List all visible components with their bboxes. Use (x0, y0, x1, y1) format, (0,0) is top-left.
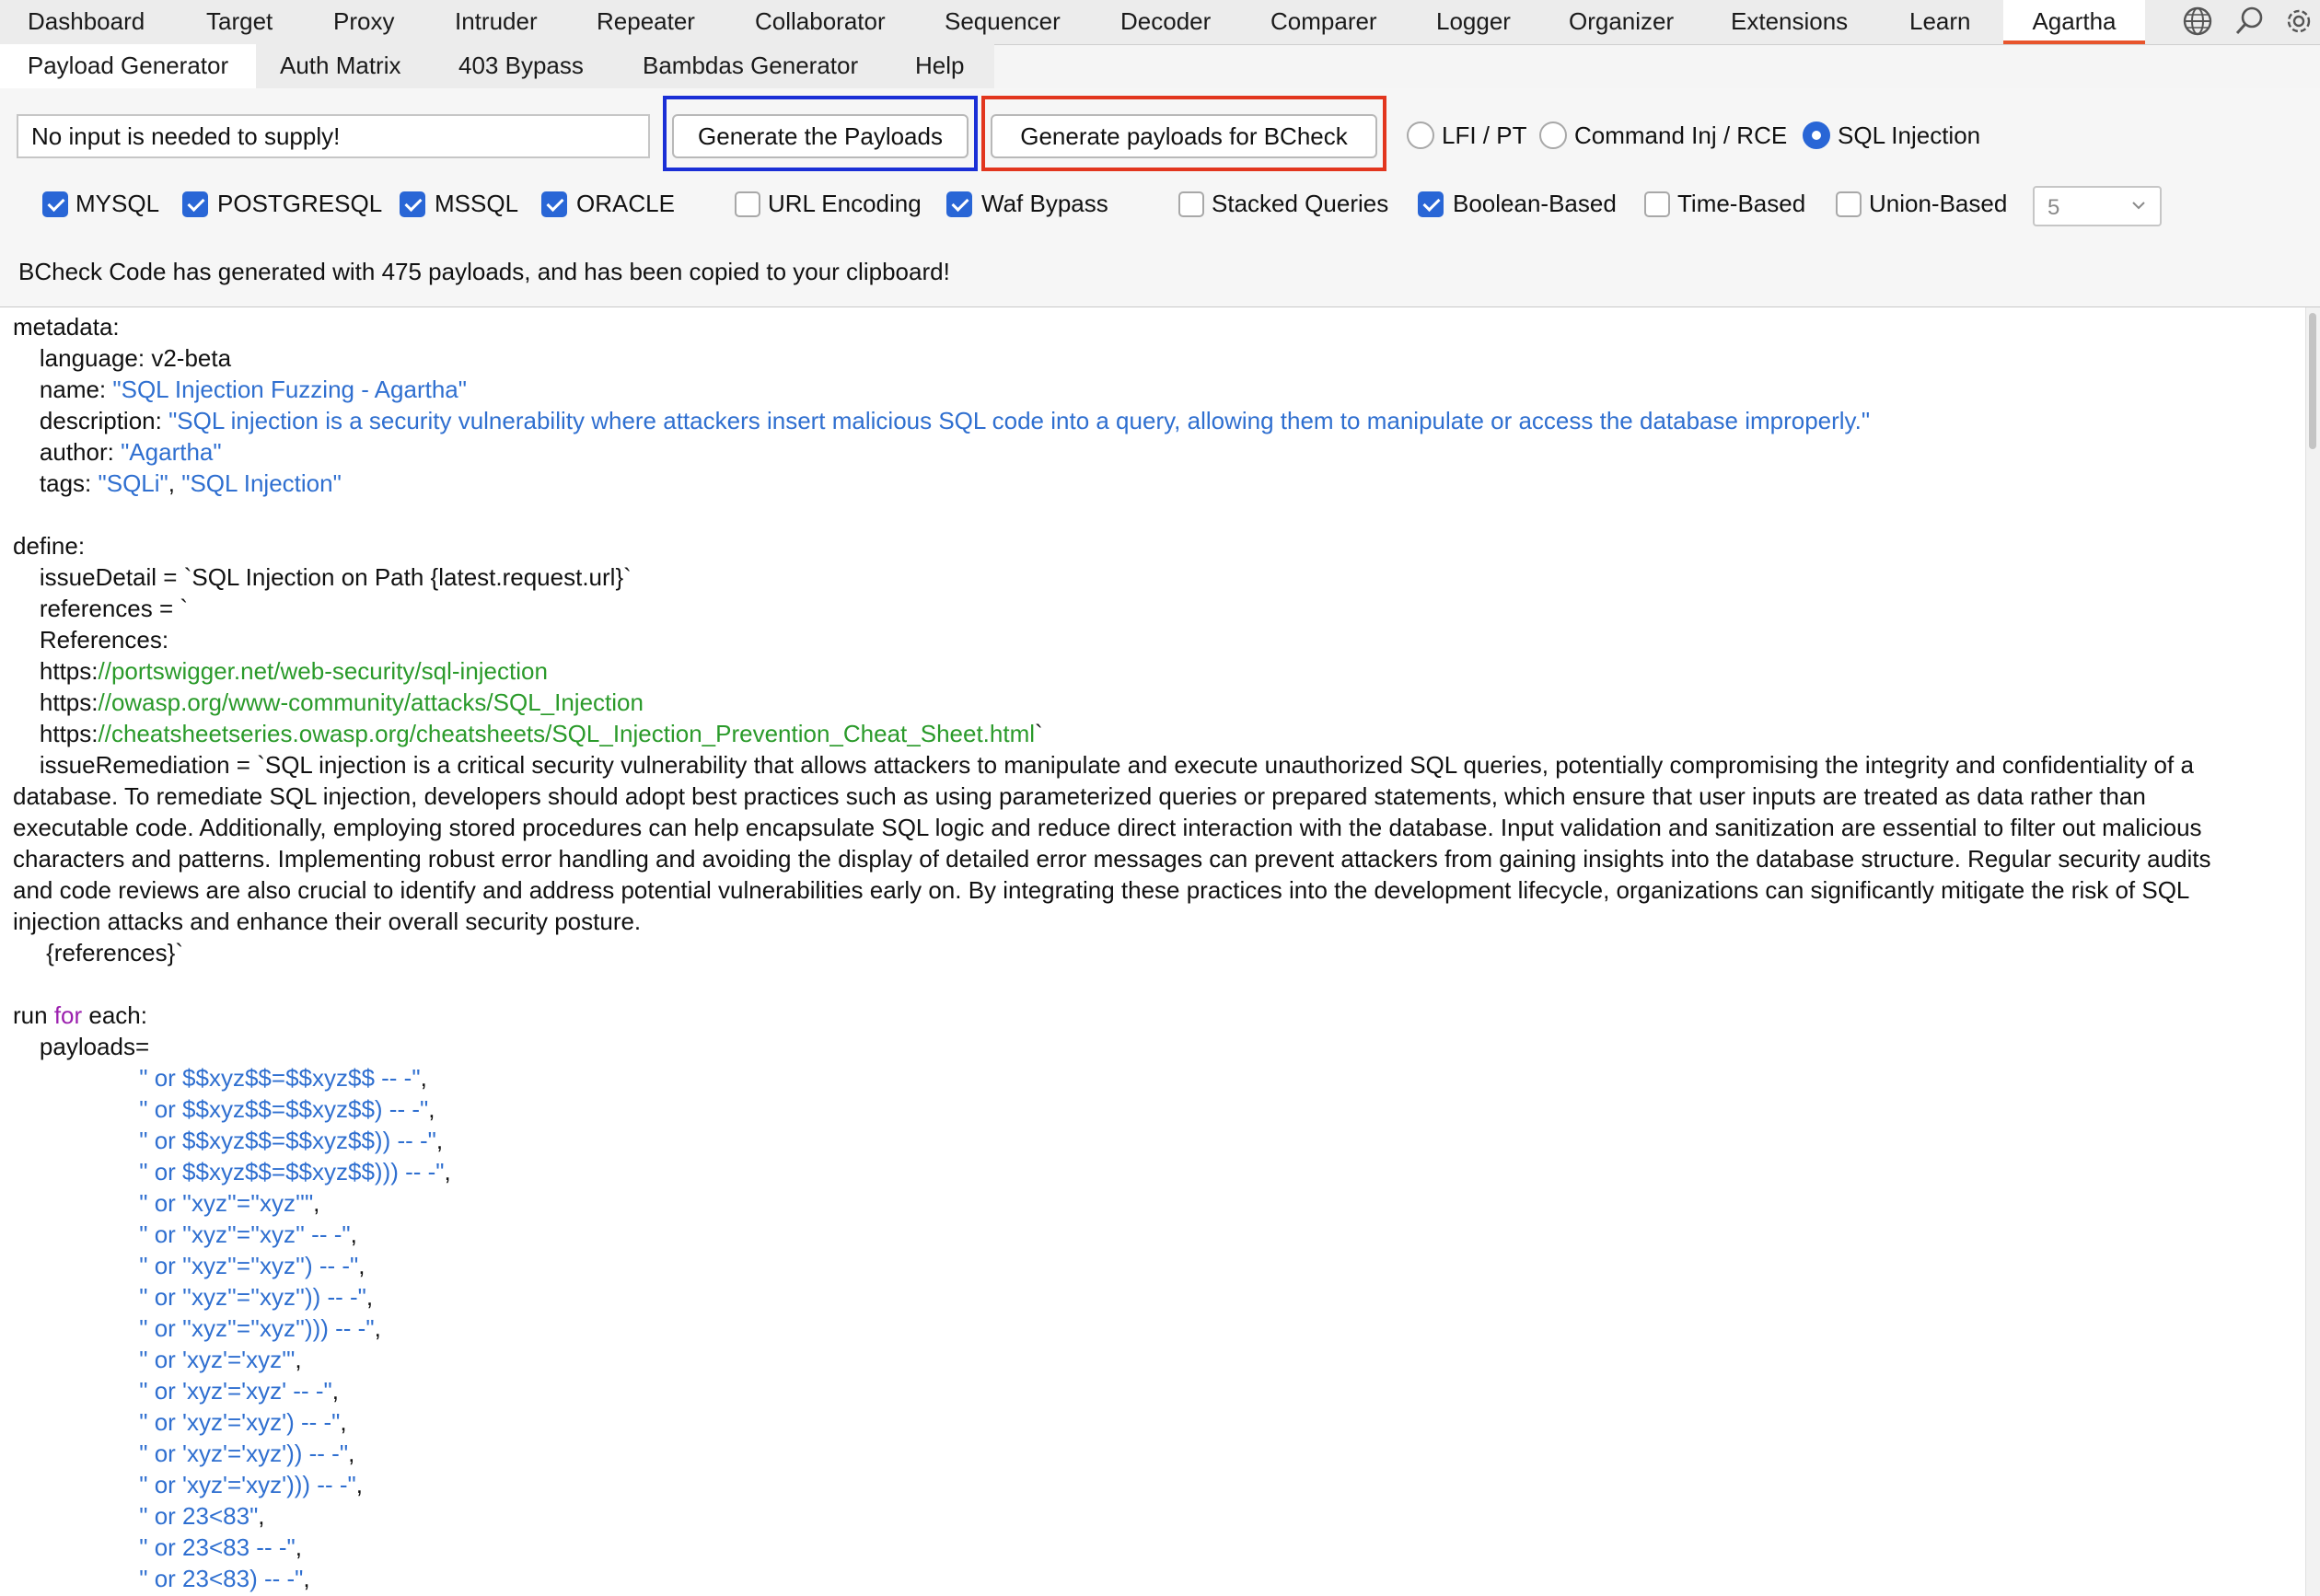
code-token: characters and patterns. Implementing robust error handling and avoiding the display of detailed error messages can prevent attackers from gaining insights into the database structure. Regular security audits (13, 845, 2211, 873)
code-scrollbar-thumb[interactable] (2309, 313, 2316, 449)
code-line (13, 1344, 302, 1375)
subtab-403-bypass[interactable]: 403 Bypass (458, 52, 584, 79)
code-token: define: (13, 532, 86, 560)
code-token: run (13, 1001, 54, 1029)
subtab-payload-generator[interactable]: Payload Generator (0, 44, 256, 88)
checkbox-label-time-based: Time-Based (1677, 190, 1806, 217)
code-token: https: (13, 657, 99, 685)
code-token: , (331, 1377, 339, 1405)
code-token: , (435, 1127, 444, 1154)
code-token: "SQL injection is a security vulnerability where attackers insert malicious SQL code into a query, allowing them to manipulate or access the database improperly." (168, 407, 1871, 434)
code-line (13, 1062, 427, 1093)
code-line (13, 1438, 354, 1469)
code-line (13, 1313, 381, 1344)
code-token: " or $$xyz$$=$$xyz$$)) -- -" (13, 1127, 436, 1154)
gear-icon[interactable] (2283, 6, 2314, 37)
checkbox-stacked-queries[interactable] (1178, 191, 1204, 217)
code-token: " or 'xyz'='xyz'))) -- -" (13, 1471, 356, 1498)
code-line (13, 1187, 319, 1219)
code-token: //cheatsheetseries.owasp.org/cheatsheets/SQL_Injection_Prevention_Cheat_Sheet.html (98, 720, 1036, 747)
subtab-help[interactable]: Help (915, 52, 965, 79)
tab-decoder[interactable]: Decoder (1120, 7, 1212, 35)
code-token: tags: (13, 469, 99, 497)
code-token: , (340, 1408, 347, 1436)
code-token: , (295, 1533, 302, 1561)
code-token: injection attacks and enhance their overall security posture. (13, 908, 642, 935)
code-line (13, 1031, 149, 1062)
code-line (13, 468, 342, 499)
tab-logger[interactable]: Logger (1436, 7, 1511, 35)
radio-label-command-inj: Command Inj / RCE (1574, 121, 1788, 149)
checkbox-url-encoding[interactable] (735, 191, 760, 217)
code-token: " or 'xyz'='xyz') -- -" (13, 1408, 341, 1436)
code-token: " or $$xyz$$=$$xyz$$) -- -" (13, 1095, 429, 1123)
code-token: " or 23<83 -- -" (13, 1533, 296, 1561)
code-token: , (303, 1565, 310, 1592)
code-token: , (374, 1314, 381, 1342)
code-token: " or $$xyz$$=$$xyz$$))) -- -" (13, 1158, 445, 1185)
code-line (13, 1281, 373, 1313)
radio-label-sql-injection: SQL Injection (1838, 121, 1981, 149)
code-line (13, 311, 120, 342)
subtab-bambdas-generator[interactable]: Bambdas Generator (643, 52, 859, 79)
code-line (13, 781, 2146, 812)
tab-learn[interactable]: Learn (1909, 7, 1971, 35)
tab-proxy[interactable]: Proxy (333, 7, 395, 35)
code-token: " or 23<83) -- -" (13, 1565, 304, 1592)
radio-command-inj[interactable] (1539, 121, 1567, 149)
code-line (13, 655, 548, 687)
code-line (13, 749, 2194, 781)
code-line (13, 1532, 302, 1563)
checkbox-label-mssql: MSSQL (435, 190, 519, 217)
checkbox-label-postgresql: POSTGRESQL (217, 190, 383, 217)
tab-intruder[interactable]: Intruder (455, 7, 538, 35)
code-line (13, 718, 1043, 749)
code-token: //portswigger.net/web-security/sql-injection (98, 657, 548, 685)
code-token: , (420, 1064, 427, 1092)
checkbox-mysql[interactable] (42, 191, 68, 217)
code-token: "SQL Injection Fuzzing - Agartha" (112, 376, 467, 403)
union-columns-select[interactable] (2033, 186, 2162, 226)
code-line (13, 405, 1870, 436)
code-token: "SQLi" (98, 469, 168, 497)
checkbox-label-oracle: ORACLE (576, 190, 675, 217)
code-token: and code reviews are also crucial to identify and address potential vulnerabilities early on. By integrating these practices into the development lifecycle, organizations can significantly mitigate the risk of SQL (13, 876, 2190, 904)
code-line (13, 843, 2211, 874)
code-token: " or $$xyz$$=$$xyz$$ -- -" (13, 1064, 421, 1092)
code-line (13, 906, 641, 937)
code-token: References: (13, 626, 169, 653)
code-token: {references}` (13, 939, 183, 966)
search-icon[interactable] (2233, 6, 2265, 37)
code-token: , (444, 1158, 451, 1185)
checkbox-label-boolean-based: Boolean-Based (1453, 190, 1617, 217)
subtab-auth-matrix[interactable]: Auth Matrix (280, 52, 401, 79)
checkbox-time-based[interactable] (1644, 191, 1670, 217)
code-token: " or 'xyz'='xyz'" (13, 1346, 296, 1373)
code-line (13, 1375, 339, 1406)
code-token: "SQL Injection" (181, 469, 342, 497)
tab-collaborator[interactable]: Collaborator (755, 7, 886, 35)
checkbox-waf-bypass[interactable] (946, 191, 972, 217)
code-line (13, 1500, 265, 1532)
code-token: https: (13, 720, 99, 747)
code-line (13, 1563, 310, 1594)
code-token: , (258, 1502, 265, 1530)
code-line (13, 1093, 435, 1125)
radio-lfi-pt[interactable] (1407, 121, 1434, 149)
code-token: description: (13, 407, 169, 434)
code-token: " or ''xyz''=''xyz'') -- -" (13, 1252, 359, 1279)
code-line (13, 530, 85, 561)
code-line (13, 874, 2189, 906)
code-token: , (428, 1095, 435, 1123)
generate-bcheck-button[interactable]: Generate payloads for BCheck (991, 114, 1377, 158)
code-line (13, 561, 632, 593)
union-columns-value: 5 (2047, 195, 2060, 220)
code-token: " or ''xyz''=''xyz'' -- -" (13, 1220, 351, 1248)
code-scrollbar[interactable] (2305, 307, 2320, 1596)
code-line (13, 1406, 347, 1438)
status-message: BCheck Code has generated with 475 payloads, and has been copied to your clipboard! (18, 258, 950, 285)
code-line (13, 1000, 147, 1031)
code-token: , (355, 1471, 363, 1498)
checkbox-boolean-based[interactable] (1418, 191, 1444, 217)
chevron-down-icon (2130, 197, 2147, 214)
code-token: "Agartha" (121, 438, 222, 466)
code-token: name: (13, 376, 113, 403)
radio-label-lfi-pt: LFI / PT (1442, 121, 1527, 149)
tab-sequencer[interactable]: Sequencer (945, 7, 1061, 35)
checkbox-union-based[interactable] (1836, 191, 1862, 217)
code-line (13, 1125, 443, 1156)
code-line (13, 593, 188, 624)
code-line (13, 342, 231, 374)
code-token: , (350, 1220, 357, 1248)
code-token: language: v2-beta (13, 344, 232, 372)
checkbox-label-stacked-queries: Stacked Queries (1212, 190, 1389, 217)
code-line (13, 374, 467, 405)
code-token: issueDetail = `SQL Injection on Path {latest.request.url}` (13, 563, 632, 591)
checkbox-label-waf-bypass: Waf Bypass (981, 190, 1108, 217)
generate-payloads-button[interactable]: Generate the Payloads (672, 114, 969, 158)
tab-extensions[interactable]: Extensions (1731, 7, 1849, 35)
code-token: " or 'xyz'='xyz')) -- -" (13, 1440, 349, 1467)
code-token: , (365, 1283, 374, 1311)
code-token: each: (82, 1001, 147, 1029)
tab-repeater[interactable]: Repeater (597, 7, 695, 35)
code-token: , (313, 1189, 320, 1217)
code-token: " or ''xyz''=''xyz''" (13, 1189, 314, 1217)
globe-icon[interactable] (2182, 6, 2213, 37)
tab-organizer[interactable]: Organizer (1569, 7, 1675, 35)
code-line (13, 624, 168, 655)
tab-target[interactable]: Target (206, 7, 273, 35)
code-token: " or 'xyz'='xyz' -- -" (13, 1377, 332, 1405)
code-token: //owasp.org/www-community/attacks/SQL_Injection (98, 688, 644, 716)
code-line (13, 937, 183, 968)
code-line (13, 687, 644, 718)
code-line (13, 1469, 363, 1500)
code-token: author: (13, 438, 122, 466)
code-token: ` (1035, 720, 1043, 747)
tab-dashboard[interactable]: Dashboard (28, 7, 145, 35)
code-line (13, 436, 222, 468)
checkbox-mssql[interactable] (400, 191, 425, 217)
code-line (13, 812, 2202, 843)
code-token: metadata: (13, 313, 120, 341)
tab-comparer[interactable]: Comparer (1270, 7, 1377, 35)
code-token: database. To remediate SQL injection, developers should adopt best practices such as using parameterized queries or prepared statements, which ensure that user inputs are treated as data rather than (13, 782, 2146, 810)
code-token: " or ''xyz''=''xyz'')) -- -" (13, 1283, 366, 1311)
code-token: , (295, 1346, 302, 1373)
code-line (13, 1156, 451, 1187)
radio-sql-injection[interactable] (1803, 121, 1830, 149)
code-token: executable code. Additionally, employing stored procedures can help encapsulate SQL logic and reduce direct interaction with the database. Input validation and sanitization are essential to filter out malicious (13, 814, 2202, 841)
code-token: for (53, 1001, 83, 1029)
tab-agartha[interactable]: Agartha (2003, 0, 2145, 44)
code-line (13, 1250, 365, 1281)
bcheck-code-output[interactable] (0, 307, 2305, 1596)
code-token: " or ''xyz''=''xyz''))) -- -" (13, 1314, 375, 1342)
checkbox-label-mysql: MYSQL (75, 190, 160, 217)
payload-input[interactable] (17, 114, 650, 158)
code-token: , (348, 1440, 355, 1467)
checkbox-label-union-based: Union-Based (1869, 190, 2008, 217)
code-token: payloads= (13, 1033, 150, 1060)
checkbox-label-url-encoding: URL Encoding (768, 190, 922, 217)
checkbox-postgresql[interactable] (182, 191, 208, 217)
checkbox-oracle[interactable] (541, 191, 567, 217)
code-line (13, 1219, 357, 1250)
code-token: , (358, 1252, 365, 1279)
code-token: references = ` (13, 595, 189, 622)
code-token: , (168, 469, 182, 497)
code-token: issueRemediation = `SQL injection is a critical security vulnerability that allows attackers to manipulate and execute unauthorized SQL queries, potentially compromising the integrity and confidentiality of a (13, 751, 2194, 779)
code-token: " or 23<83" (13, 1502, 259, 1530)
code-token: https: (13, 688, 99, 716)
